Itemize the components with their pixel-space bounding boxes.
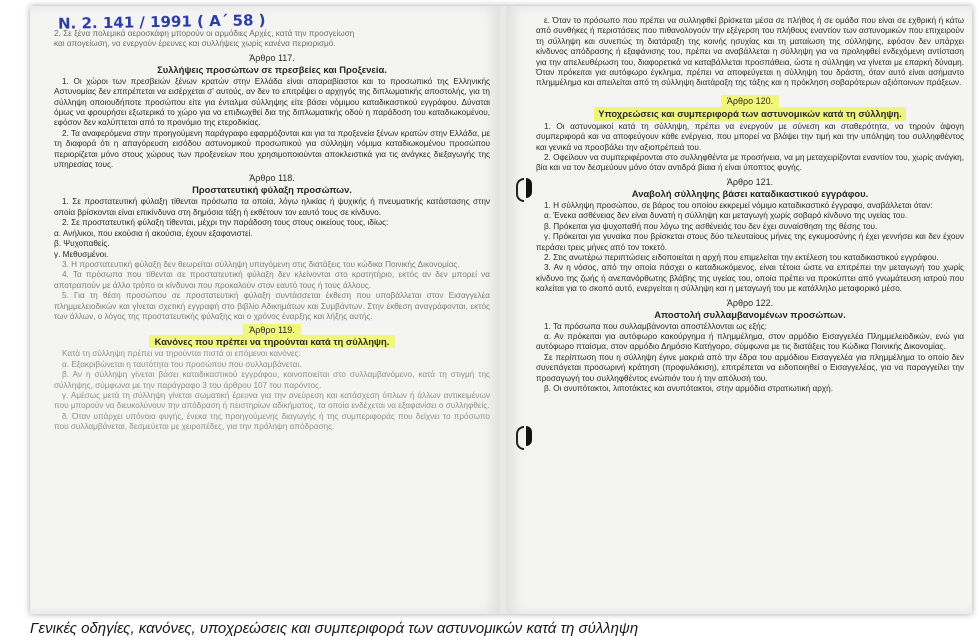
scanned-document bbox=[30, 6, 972, 614]
paragraph: ε. Όταν το πρόσωπο που πρέπει να συλληφθεί βρίσκεται μέσα σε πλήθος ή σε ομάδα που είναι σε εχθρική ή κάτω από συνθήκες ή περιστάσεις που πιθανολογούν την εξέγερση του πλήθους εναντίον των αστυνομικών που επιχειρούν τη σύλληψη και συνεπώς τη διατάραξη της κοινής ησυχίας και τη ματαίωση της σύλληψης, εφόσον δεν υπάρχει κίνδυνος απόδρασης ή εξαφάνισης του, πρέπει να αναβάλλεται η σύλληψη για να προληφθεί ενδεχόμενη αντίσταση για την απελευθέρωση του, διαφορετικά να καταβάλλεται προσπάθεια, ώστε η σύλληψη να γίνεται με επαρκή δύναμη. Όταν πρόκειται για αυτόφωρο έγκλημα, πρέπει να αποφεύγεται η σύλληψη του δράστη, όταν αυτό είναι ασήμαντο πλημμέλημα και απειλείται από τη σύλληψη διατάραξη της τάξης και η πρόκληση σοβαρότερων αξιόποινων πράξεων. bbox=[536, 16, 964, 88]
binder-hole-top bbox=[516, 178, 532, 198]
highlighted-label: Άρθρο 120. bbox=[721, 95, 779, 107]
list-item: α. Ένεκα ασθένειας δεν είναι δυνατή η σύλληψη και μεταγωγή χωρίς σοβαρό κίνδυνο της υγείας του. bbox=[544, 211, 908, 221]
paragraph: 1. Η σύλληψη προσώπου, σε βάρος του οποίου εκκρεμεί νόμιμο καταδικαστικό έγγραφο, αναβάλλεται όταν: bbox=[544, 200, 933, 210]
paragraph: Σε περίπτωση που η σύλληψη έγινε μακριά από την έδρα του αρμόδιου Εισαγγελέα για πλημμέλημα το οποίο δεν συνεπάγεται προσωρινή κράτηση (προφυλάκιση), επιτρέπεται να ειδοποιηθεί ο Εισαγγελέας, για να παραγγείλει την προσαγωγή του συλληφθέντος ενώπιόν του ή την απόλυσή του. bbox=[536, 352, 964, 383]
article-119-body bbox=[54, 349, 490, 432]
list-item: α. Εξακριβώνεται η ταυτότητα του προσώπου που συλλαμβάνεται. bbox=[62, 359, 302, 369]
article-118-title: Προστατευτική φύλαξη προσώπων. bbox=[192, 184, 352, 196]
list-item: δ. Όταν υπάρχει υπόνοια φυγής, ένεκα της προηγούμενης διαγωγής ή της συμπεριφοράς που δείχνει το πρόσωπο που συλλαμβάνεται, δεσμεύεται με χειροπέδες, για την πρόληψη απόδρασης. bbox=[54, 411, 490, 432]
article-120-label bbox=[536, 95, 964, 107]
paragraph: Κατά τη σύλληψη πρέπει να τηρούνται πιστά οι επόμενοι κανόνες: bbox=[62, 349, 301, 359]
paragraph: 4. Τα πρόσωπα που τίθενται σε προστατευτική φύλαξη δεν κλείνονται στο κρατητήριο, εκτός αν δεν μπορεί να αποτραπούν με άλλο τρόπο οι κίνδυνοι που προκαλούν στον εαυτό τους ή τους άλλους. bbox=[54, 270, 490, 290]
paragraph: 2. Στις ανωτέρω περιπτώσεις ειδοποιείται η αρχή που επιμελείται την εκτέλεση του καταδικαστικού εγγράφου. bbox=[544, 252, 939, 262]
article-120-title bbox=[536, 107, 964, 121]
list-item: β. Αν η σύλληψη γίνεται βάσει καταδικαστικού εγγράφου, κοινοποιείται στο συλλαμβανόμενο, κατά τη στιγμή της σύλληψης, σύμφωνα με την παράγραφο 3 του άρθρου 107 του παρόντος. bbox=[54, 370, 490, 390]
text-line: και απογείωση, να ενεργούν έρευνες και συλλήψεις χωρίς κανένα περιορισμό. bbox=[54, 39, 336, 49]
right-page bbox=[506, 6, 972, 614]
handwritten-note: Ν. 2. 141 / 1991 ( Α΄ 58 ) bbox=[57, 11, 266, 33]
paragraph: 1. Σε προστατευτική φύλαξη τίθενται πρόσωπα τα οποία, λόγω ηλικίας ή ψυχικής ή πνευματικής κατάστασης στην οποία βρίσκονται είναι επικίνδυνα στη δημόσια τάξη ή εκθέτουν τον εαυτό τους σε κίνδυνο. bbox=[54, 197, 490, 217]
paragraph: 2. Οφείλουν να συμπεριφέρονται στο συλληφθέντα με προσήνεια, να μη μεταχειρίζονται εναντίον του, χωρίς ανάγκη, βία και να τον δεσμεύουν μόνο όταν αντιδρά βίαια ή είναι ύποπτος φυγής. bbox=[536, 153, 964, 173]
binder-hole-bottom bbox=[516, 426, 532, 446]
highlighted-title: Κανόνες που πρέπει να τηρούνται κατά τη σύλληψη. bbox=[149, 335, 396, 348]
list-item: γ. Πρόκειται για γυναίκα που βρίσκεται στους δύο τελευταίους μήνες της εγκυμοσύνης ή έχει γεννήσει και δεν έχουν περάσει τρεις μήνες από τον τοκετό. bbox=[536, 232, 964, 252]
list-item: γ. Αμέσως μετά τη σύλληψη γίνεται σωματική έρευνα για την ανεύρεση και κατάσχεση όπλων ή άλλων αντικειμένων που μπορούν να διευκολύνουν την απόδραση ή πειστηρίων αδικήματος, τα οποία ενδέχεται να εξαφανίσει ο συλληφθείς. bbox=[54, 390, 490, 411]
binder-hole-right-icon bbox=[526, 178, 532, 198]
paragraph: 5. Για τη θέση προσώπου σε προστατευτική φύλαξη συντάσσεται έκθεση που υποβάλλεται στον Εισαγγελέα πλημμελειοδικών και γίνεται σχετική εγγραφή στο βιβλίο Αδικημάτων και Συμβάντων. Στην έκθεση αναγράφονται, εκτός των άλλων, ο λόγος της προστατευτικής φύλαξης και ο χρόνος έναρξης και λήξης αυτής. bbox=[54, 291, 490, 321]
binder-hole-left-icon bbox=[516, 426, 524, 450]
article-118-label: Άρθρο 118. bbox=[249, 173, 295, 184]
paragraph: 2. Σε προστατευτική φύλαξη τίθενται, μέχρι την παράδοση τους στους οικείους τους, ιδίως: bbox=[62, 218, 389, 228]
binder-hole-right-icon bbox=[526, 426, 532, 446]
text-line: 2. Σε ξένα πολεμικά αεροσκάφη μπορούν οι αρμόδιες Αρχές, κατά την προσγείωση bbox=[54, 29, 355, 38]
list-item: β. Πρόκειται για ψυχοπαθή που λόγω της ασθένειάς του δεν έχει συναίσθηση της θέσης του. bbox=[544, 221, 878, 231]
article-122-title: Αποστολή συλλαμβανομένων προσώπων. bbox=[654, 308, 846, 320]
highlighted-title: Υποχρεώσεις και συμπεριφορά των αστυνομικών κατά τη σύλληψη. bbox=[594, 107, 906, 121]
article-122-label: Άρθρο 122. bbox=[726, 297, 774, 308]
article-121-label: Άρθρο 121. bbox=[726, 176, 774, 187]
list-item: α. Ανήλικοι, που εκούσια ή ακούσια, έχουν εξαφανιστεί. bbox=[54, 228, 253, 238]
paragraph: 2. Τα αναφερόμενα στην προηγούμενη παράγραφο εφαρμόζονται και για τα προξενεία ξένων κρατών στην Ελλάδα, με τη διαφορά ότι η απαγόρευση εισόδου αστυνομικού προσωπικού για σύλληψη νόμιμα καταδιωκομένου προσώπου περιορίζεται μόνο στους χώρους των προξενείων που χρησιμοποιούνται αποκλειστικά για τις ανάγκες διεξαγωγής της υπηρεσίας τους. bbox=[54, 128, 490, 170]
list-item: α. Αν πρόκειται για αυτόφωρο κακούργημα ή πλημμέλημα, στον αρμόδιο Εισαγγελέα Πλημμελειοδικών, ενώ για αυτόφωρο πταίσμα, στον αρμόδιο Δημόσιο Κατήγορο, σύμφωνα με τις διατάξεις του Κώδικα Ποινικής Δικονομίας. bbox=[536, 331, 964, 352]
image-caption: Γενικές οδηγίες, κανόνες, υποχρεώσεις και συμπεριφορά των αστυνομικών κατά τη σύλληψη bbox=[30, 620, 639, 637]
paragraph: 3. Αν η νόσος, από την οποία πάσχει ο καταδιωκόμενος, είναι τέτοια ώστε να επιτρέπει την μεταγωγή του χωρίς κίνδυνο της ζωής ή ανεπανόρθωτης βλάβης της υγείας του, οποία πρέπει να προκύπτει από γνωμάτευση ιατρού που καλείται για το σκοπό αυτό, ενεργείται η σύλληψη και η μεταγωγή του με κατάλληλο μεταφορικό μέσο. bbox=[536, 263, 964, 294]
article-117-label: Άρθρο 117. bbox=[249, 52, 295, 63]
list-item: γ. Μεθυσμένοι. bbox=[54, 249, 109, 259]
paragraph: 1. Οι χώροι των πρεσβειών ξένων κρατών στην Ελλάδα είναι απαραβίαστοι και το προσωπικό της Ελληνικής Αστυνομίας δεν επιτρέπεται να εισέρχεται σ' αυτούς, αν δεν το επιτρέψει ο αρχηγός της διπλωματικής αποστολής, για τη σύλληψη οποιουδήποτε προσώπου είτε για ένταλμα σύλληψης είτε βάσει νόμιμου καταδικαστικού εγγράφου. Δύναται όμως να φρουρήσει εξωτερικά το χώρο για να επιδιωχθεί δια της διπλωματικής οδού η παράδοση του καταδιωκομένου, εφόσον δεν καλύπτεται από το προνόμιο της ετεροδικίας. bbox=[54, 76, 490, 128]
article-117-title: Συλλήψεις προσώπων σε πρεσβείες και Προξενεία. bbox=[157, 63, 387, 75]
paragraph: 1. Οι αστυνομικοί κατά τη σύλληψη, πρέπει να ενεργούν με σύνεση και σταθερότητα, να τηρούν άψογη συμπεριφορά και να αποφεύγουν κάθε ενέργεια, που μπορεί να βλάψει την τιμή και την υπόληψη του συλληφθέντος και γενικά να προσβάλει την αξιοπρέπειά του. bbox=[536, 121, 964, 152]
list-item: β. Ψυχοπαθείς. bbox=[54, 239, 110, 249]
highlighted-label: Άρθρο 119. bbox=[243, 324, 301, 336]
binder-hole-left-icon bbox=[516, 178, 524, 202]
article-119-title bbox=[54, 336, 490, 348]
article-121-title: Αναβολή σύλληψης βάσει καταδικαστικού εγγράφου. bbox=[631, 187, 869, 199]
paragraph: 1. Τα πρόσωπα που συλλαμβάνονται αποστέλλονται ως εξής: bbox=[544, 321, 767, 331]
paragraph: 3. Η προστατευτική φύλαξη δεν θεωρείται σύλληψη υπαγόμενη στις διατάξεις του κώδικα Ποινικής Δικονομίας. bbox=[62, 259, 460, 269]
left-page bbox=[30, 6, 500, 614]
list-item: β. Οι ανυπότακτοι, λιποτάκτες και ανυπότακτοι, στην αρμόδια στρατιωτική αρχή. bbox=[544, 383, 833, 393]
